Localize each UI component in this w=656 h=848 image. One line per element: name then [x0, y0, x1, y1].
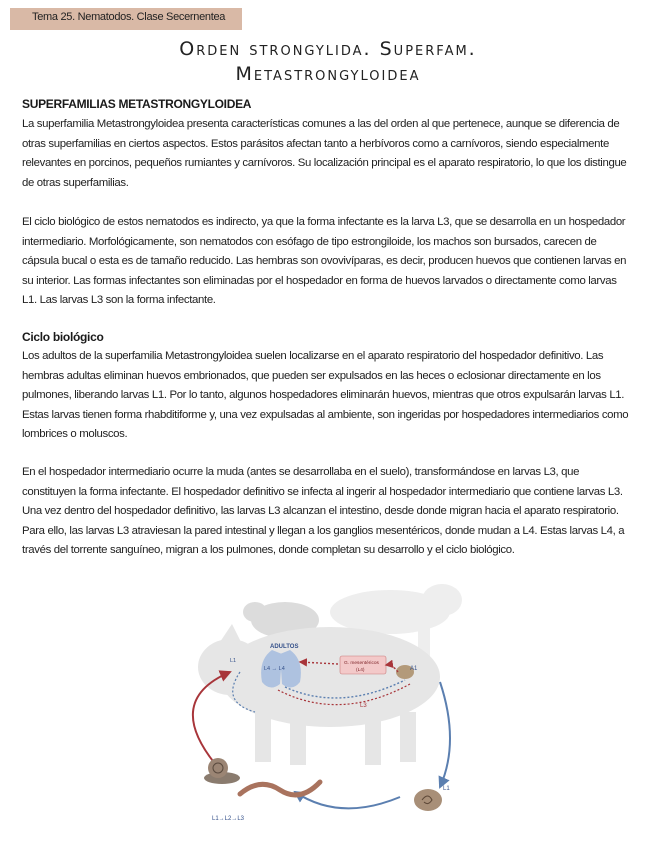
label-l1-bottom: L1 — [443, 786, 450, 792]
header-tab — [10, 8, 242, 30]
pig-silhouette — [198, 624, 440, 765]
external-arrow-blue-right — [440, 682, 450, 787]
paragraph-superfamilias-1: La superfamilia Metastrongyloidea presenta características comunes a las del orden al que pertenece, aunque se diferencia de otras superfamilias en ciertos aspectos. Estos parásitos afectan tanto a herbívoros como a carnívoros, siendo especialmente relevantes en porcinos, pequeños rumiantes y carnívoros. Su localización principal es el aparato respiratorio, lo que los distingue de otras superfamilias. — [22, 118, 627, 189]
larva-egg-icon — [414, 789, 442, 811]
external-arrow-blue-bottom — [295, 792, 400, 808]
snail-icon — [204, 758, 240, 784]
section-heading-superfamilias: SUPERFAMILIAS METASTRONGYLOIDEA — [22, 97, 252, 111]
label-a1: A1 — [410, 666, 418, 672]
label-cycle: L1→L2→L3 — [212, 816, 245, 822]
paragraph-ciclo-2: En el hospedador intermediario ocurre la muda (antes se desarrollaba en el suelo), transformándose en larvas L3, que constituyen la forma infectante. El hospedador definitivo se infecta al ingerir al hospedador intermediario que contiene larvas L3. Una vez dentro del hospedador definitivo, las larvas L3 alcanzan el intestino, desde donde migran hacia el aparato respiratorio. Para ello, las larvas L3 atraviesan la pared intestinal y llegan a los ganglios mesentéricos, donde mudan a L4. Estas larvas L4, a través del torrente sanguíneo, migran a los pulmones, donde completan su desarrollo y el ciclo biológico. — [22, 466, 625, 557]
paragraph-superfamilias-2: El ciclo biológico de estos nematodos es indirecto, ya que la forma infectante es la larva L3, que se desarrolla en un hospedador intermediario. Morfológicamente, son nematodos con esófago de tipo estrongiloide, los machos son bursados, carecen de cápsula bucal o esta es de tamaño reducido. Las hembras son ovovivíparas, es decir, producen huevos que contienen larvas en su interior. Las formas infectantes son eliminadas por el hospedador en forma de huevos larvados o directamente como larvas L1. Las larvas L3 son la forma infectante. — [22, 216, 627, 307]
label-ganglios: G. mesentéricos — [344, 661, 379, 666]
life-cycle-diagram — [160, 572, 480, 832]
life-cycle-svg — [160, 572, 480, 832]
label-l1-top: L1 — [230, 658, 237, 664]
label-adultos: ADULTOS — [270, 644, 299, 650]
label-l3: L3 — [360, 703, 367, 709]
page-title-line-1: Orden strongylida. Superfam. — [179, 38, 477, 60]
header-tab-text: Tema 25. Nematodos. Clase Secernentea — [32, 11, 226, 23]
label-l4: (L4) — [356, 668, 365, 673]
section-heading-ciclo: Ciclo biológico — [22, 330, 104, 344]
paragraph-ciclo-1: Los adultos de la superfamilia Metastrongyloidea suelen localizarse en el aparato respiratorio del hospedador definitivo. Las hembras adultas eliminan huevos embrionados, que pueden ser expulsados en las heces o eclosionar directamente en los pulmones, liberando larvas L1. Por lo tanto, algunos hospedadores eliminarán huevos, mientras que otros expulsarán larvas L1. Estas larvas tienen forma rhabditiforme y, una vez expulsadas al ambiente, son ingeridas por hospedadores intermediarios como lombrices o moluscos. — [22, 350, 629, 441]
label-l4-l4: L4 → L4 — [264, 666, 285, 672]
page-title-line-2: Metastrongyloidea — [235, 63, 421, 85]
earthworm-icon — [240, 782, 320, 795]
